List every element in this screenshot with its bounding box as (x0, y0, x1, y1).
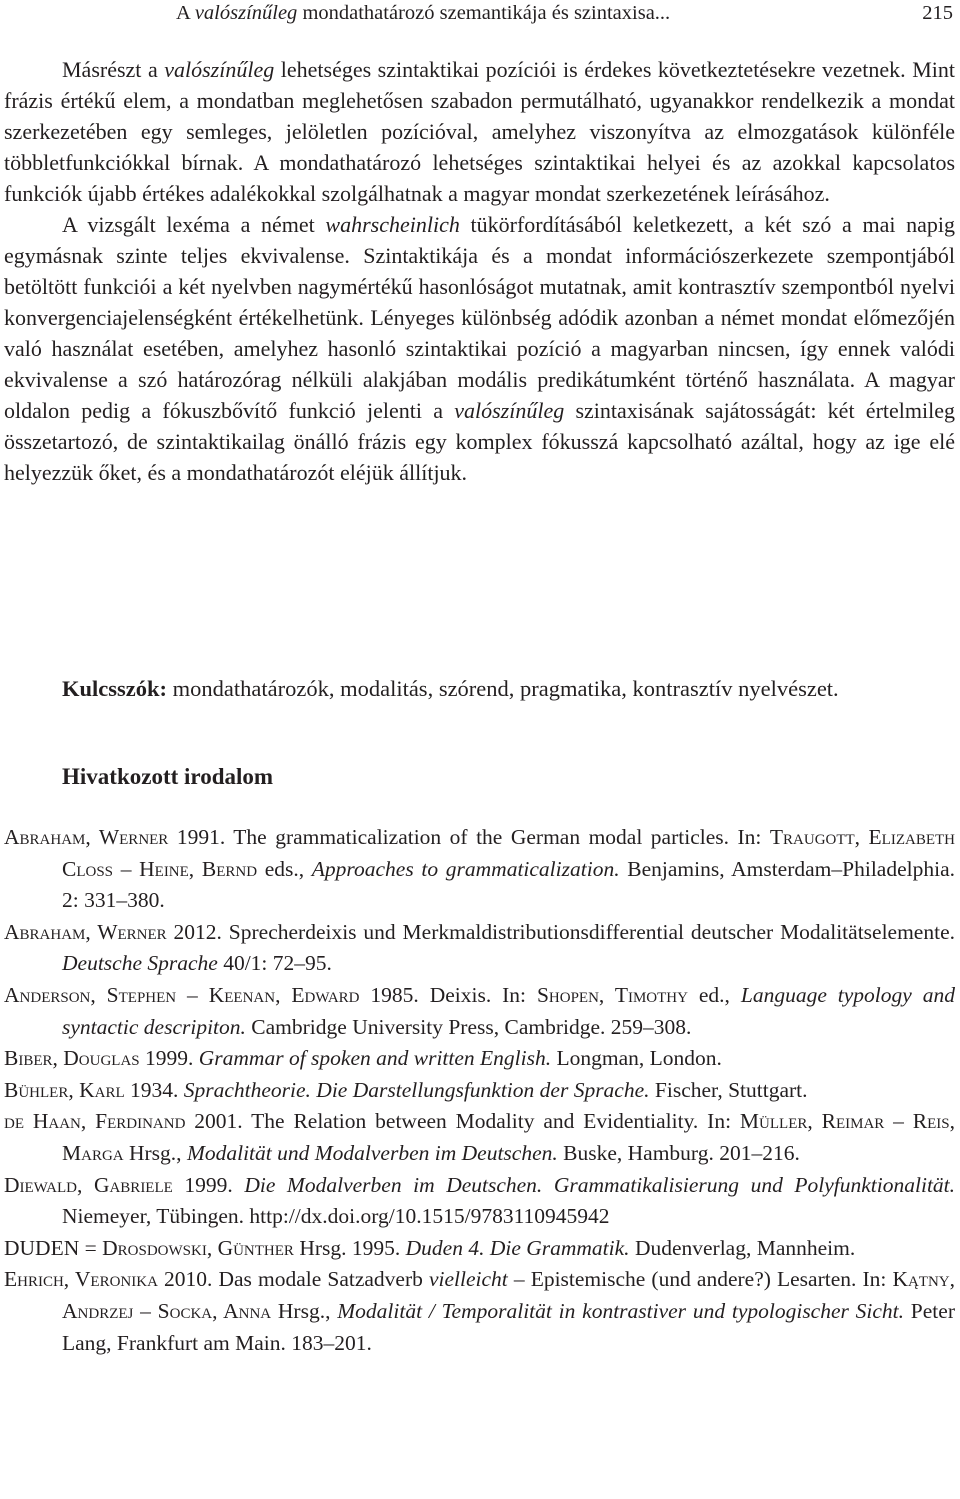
italic-text: Sprachtheorie. Die Darstellungsfunktion der Sprache. (183, 1077, 650, 1102)
running-title (176, 0, 670, 26)
references-list (4, 822, 955, 1359)
author-name: Biber, Douglas (4, 1046, 140, 1071)
author-name: Drosdowski, Günther (102, 1235, 294, 1260)
text-run: DUDEN = (4, 1235, 103, 1260)
keywords-label: Kulcsszók: (62, 676, 168, 701)
italic-text: wahrscheinlich (325, 212, 460, 237)
text-run: lehetséges szintaktikai pozíciói is érdekes következtetésekre vezetnek. Mint frázis értékű elem, a mondatban meglehetősen szabadon permutálható, ugyanakkor rendelkezik a mondat szerkezetében egy semleges, jelöletlen pozícióval, amelyhez viszonyítva az elmozgatások különféle többletfunkciókkal bírnak. A mondathatározó lehetséges szintaktikai helyei és az azokkal kapcsolatos funkciók újabb értékes adalékokkal szolgálhatnak a magyar mondat szerkezetének leírásához. (4, 57, 955, 206)
text-run: 2010. Das modale Satzadverb (157, 1267, 429, 1292)
author-name: Socka, Anna (157, 1298, 272, 1323)
italic-text: Grammar of spoken and written English. (198, 1046, 552, 1071)
author-name: Keenan, Edward (208, 982, 360, 1007)
text-run: – Epistemische (und andere?) Lesarten. In: (507, 1267, 893, 1292)
text-run: Fischer, Stuttgart. (649, 1077, 808, 1102)
running-header (176, 0, 953, 26)
reference-entry (4, 980, 955, 1043)
author-name: Ehrich, Veronika (4, 1267, 158, 1292)
author-name: Reis, Marga (62, 1109, 955, 1165)
running-title-italic: valószínűleg (194, 2, 298, 24)
italic-text: Die Modalverben im Deutschen. Grammatikalisierung und Polyfunktionalität. (244, 1172, 956, 1197)
author-name: Heine, Bernd (139, 856, 258, 881)
reference-entry (4, 1043, 955, 1075)
text-run: 1999. (139, 1046, 199, 1071)
author-name: Müller, Reimar (739, 1109, 885, 1134)
text-run: szintaxisának sajátosságát: két értelmileg összetartozó, de szintaktikailag önálló frázis egy komplex fókusszá kapcsolható azáltal, hogy az ige elé helyezzük őket, és a mondathatározót eléjük állítjuk. (4, 398, 955, 485)
text-run: – (133, 1298, 158, 1323)
reference-entry (4, 917, 955, 980)
text-run: 1985. Deixis. In: (359, 982, 537, 1007)
text-run: eds., (257, 856, 312, 881)
text-run: 1991. The grammaticalization of the German modal particles. In: (168, 825, 770, 849)
text-run: Benjamins, Amsterdam–Philadelphia. 2: 331–380. (62, 856, 955, 913)
italic-text: Duden 4. Die Grammatik. (405, 1235, 630, 1260)
reference-entry (4, 1075, 955, 1107)
text-run: 1934. (124, 1077, 184, 1102)
text-run: Hrsg., (123, 1140, 187, 1165)
italic-text: Language typology and syntactic descripiton. (62, 982, 955, 1039)
text-run: – (176, 982, 209, 1007)
author-name: Kątny, Andrzej (62, 1267, 956, 1323)
italic-text: vielleicht (428, 1267, 508, 1292)
keywords-text: mondathatározók, modalitás, szórend, pragmatika, kontrasztív nyelvészet. (167, 676, 839, 701)
author-name: de Haan, Ferdinand (4, 1109, 186, 1134)
author-name: Bühler, Karl (4, 1077, 125, 1102)
running-title-pre: A (176, 2, 195, 24)
italic-text: Approaches to grammaticalization. (311, 856, 620, 881)
text-run: Hrsg., (271, 1298, 338, 1323)
text-run: tükörfordításából keletkezett, a két szó a mai napig egymásnak szinte teljes ekvivalense. Szintaktikája és a mondat információszerkezete szempontjából betöltött funkciói a két nyelvben nagymértékű hasonlóságot mutatnak, amit kontrasztív szempontból nyelvi konvergenciajelenségként értékelhetünk. Lényeges különbség adódik azonban a német mondat előmezőjén való használat esetében, amelyhez hasonló szintaktikai pozíció a magyarban nincsen, így ennek valódi ekvivalense a szó határozórag nélküli alakjában modális predikátumként történő használata. A magyar oldalon pedig a fókuszbővítő funkció jelenti a (4, 212, 955, 423)
author-name: Diewald, Gabriele (4, 1172, 173, 1197)
text-run: – (113, 856, 140, 881)
text-run: Másrészt a (62, 57, 165, 82)
running-title-post: mondathatározó szemantikája és szintaxisa... (297, 2, 671, 24)
reference-entry (4, 822, 955, 917)
page-number: 215 (922, 2, 953, 24)
text-run: Peter Lang, Frankfurt am Main. 183–201. (62, 1298, 955, 1355)
text-run: Longman, London. (551, 1046, 722, 1071)
reference-entry (4, 1106, 955, 1169)
text-run: Cambridge University Press, Cambridge. 259–308. (245, 1014, 692, 1039)
italic-text: valószínűleg (164, 57, 275, 82)
italic-text: valószínűleg (454, 398, 565, 423)
italic-text: Deutsche Sprache (62, 951, 218, 976)
author-name: Anderson, Stephen (4, 982, 177, 1007)
author-name: Traugott, Elizabeth Closs (62, 825, 956, 881)
text-run: – (884, 1109, 913, 1134)
text-run: 2012. Sprecherdeixis und Merkmaldistributionsdifferential deutscher Modalitätselemente. (166, 919, 955, 944)
references-heading: Hivatkozott irodalom (62, 764, 274, 789)
reference-entry (4, 1233, 955, 1265)
text-run: ed., (687, 982, 741, 1007)
italic-text: Modalität / Temporalität in kontrastiver und typologischer Sicht. (337, 1298, 905, 1323)
italic-text: Modalität und Modalverben im Deutschen. (186, 1140, 558, 1165)
reference-entry (4, 1170, 955, 1233)
author-name: Abraham, Werner (4, 825, 169, 849)
text-run: Hrsg. 1995. (293, 1235, 406, 1260)
reference-entry (4, 1264, 955, 1359)
keywords (4, 672, 955, 705)
abstract-paragraph-2 (4, 209, 955, 488)
abstract-body (4, 54, 955, 488)
text-run: Niemeyer, Tübingen. http://dx.doi.org/10.1515/9783110945942 (62, 1204, 610, 1229)
text-run: A vizsgált lexéma a német (62, 212, 326, 237)
author-name: Shopen, Timothy (536, 982, 688, 1007)
text-run: 40/1: 72–95. (217, 951, 332, 976)
abstract-paragraph-1 (4, 54, 955, 209)
author-name: Abraham, Werner (4, 919, 167, 944)
text-run: Dudenverlag, Mannheim. (629, 1235, 856, 1260)
text-run: Buske, Hamburg. 201–216. (557, 1140, 800, 1165)
text-run: 1999. (172, 1172, 245, 1197)
text-run: 2001. The Relation between Modality and Evidentiality. In: (185, 1109, 740, 1134)
